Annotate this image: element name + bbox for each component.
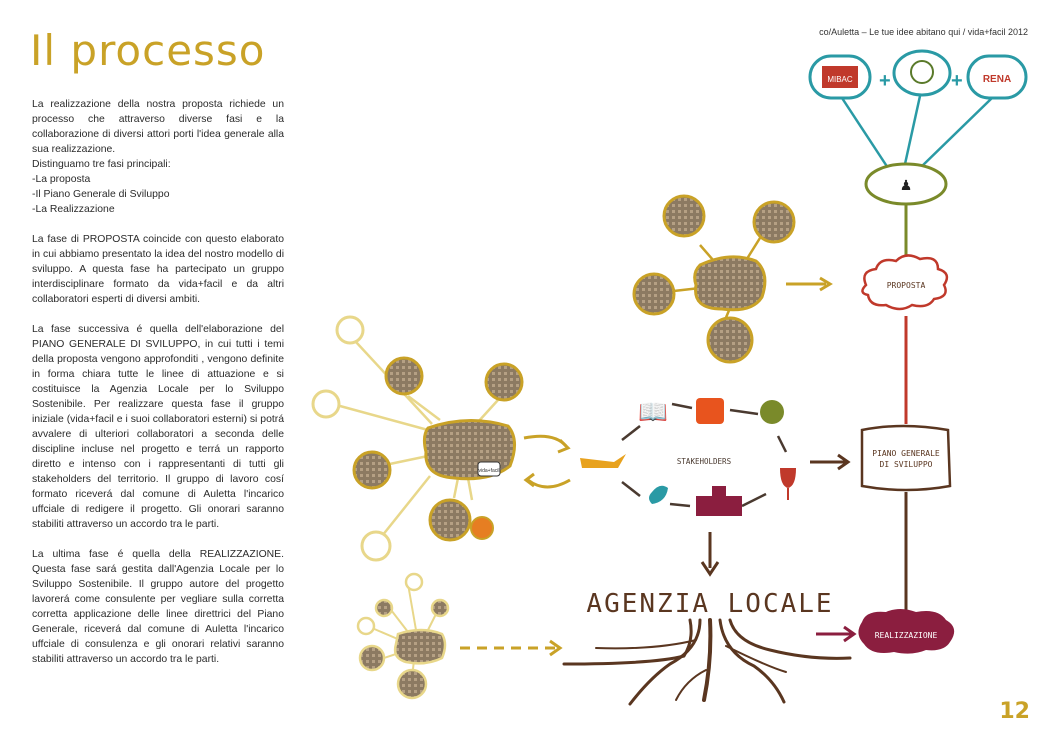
team-photo [664, 196, 704, 236]
team-photo [398, 670, 426, 698]
team-photo [634, 274, 674, 314]
team-group-photo [395, 630, 445, 663]
placeholder-circle [337, 317, 363, 343]
logo-comune [894, 51, 950, 95]
piano-team-group [313, 317, 570, 560]
vida-badge-text: vida+facil [478, 468, 500, 474]
placeholder-circle [358, 618, 374, 634]
page-title: Il processo [30, 26, 266, 75]
intro-paragraph: La realizzazione della nostra proposta richiede un processo che attraverso diverse fasi e la collaborazione di diversi attori porti l'idea generale alla sua realizzazione. [32, 99, 284, 155]
roots-illustration [564, 620, 850, 704]
realizzazione-team-group [358, 574, 560, 698]
placeholder-circle [313, 391, 339, 417]
team-photo [360, 646, 384, 670]
phase-item-proposta: -La proposta [32, 174, 91, 185]
plus-sign: + [879, 70, 891, 92]
plus-sign: + [951, 70, 963, 92]
proposta-node [862, 255, 946, 309]
logo-connectors [842, 96, 992, 168]
realizzazione-label: REALIZZAZIONE [874, 631, 938, 640]
phases-intro: Distinguamo tre fasi principali: [32, 159, 171, 170]
placeholder-circle [406, 574, 422, 590]
partner-logos [810, 51, 1026, 98]
piano-label-2: DI SVILUPPO [879, 460, 933, 469]
piano-node [862, 426, 950, 490]
team-photo [486, 364, 522, 400]
realizzazione-node [858, 609, 954, 654]
phase-item-piano: -Il Piano Generale di Sviluppo [32, 189, 170, 200]
stakeholders-label: STAKEHOLDERS [676, 457, 732, 466]
book-icon: 📖 [638, 399, 668, 426]
page-number: 12 [999, 699, 1030, 724]
team-photo [432, 600, 448, 616]
team-photo [754, 202, 794, 242]
realizzazione-paragraph: La ultima fase é quella della REALIZZAZIONE. Questa fase sará gestita dall'Agenzia Locale per lo Sviluppo Sostenibile. Il gruppo autore del progetto lavorerá come consulente per vegliare sulla corretta corretta applicazione delle linee direttrici del Piano Generale, riceverá dal comune di Auletta l'incarico uffciale di consulenza e gli onorari relativi saranno stabiliti attraverso un accordo tra le parti. [32, 549, 284, 665]
placeholder-circle [362, 532, 390, 560]
logo-rena-text: RENA [982, 74, 1012, 85]
team-photo [708, 318, 752, 362]
running-header: co/Auletta – Le tue idee abitano qui / vida+facil 2012 [819, 27, 1028, 37]
team-photo [354, 452, 390, 488]
backpack-icon [696, 398, 724, 424]
team-photo [430, 500, 470, 540]
agenzia-label: AGENZIA LOCALE [586, 589, 834, 619]
wine-glass-icon [780, 468, 796, 488]
team-group-photo [695, 257, 765, 310]
piano-paragraph: La fase successiva é quella dell'elaborazione del PIANO GENERALE DI SVILUPPO, in cui tutti i temi della proposta vengono approfonditi , vengono definite in forma chiara tutte le linee di attuazione e si costituisce la Agenzia Locale per lo Sviluppo Sostenibile. Per realizzare questa fase il gruppo iniziale (vida+facil e i suoi collaboratori esterni) si potrá avvalere di ulteriori collaboratori a seconda delle discipline incluse nel progetto e terrá un rapporto diretto e intenso con i rappresentanti di tutti gli stakeholders del territorio. Il gruppo di lavoro cosí formato riceverá dal comune di Auletta l'incarico uffciale di redigere il progetto. Gli onorari saranno stabiliti attraverso un accordo tra le parti. [32, 324, 284, 530]
logo-mibac-text: MIBAC [827, 75, 853, 84]
hub-icon: ♟ [899, 177, 913, 193]
curved-arrow-left [528, 480, 570, 487]
team-photo [386, 358, 422, 394]
canoe-icon [580, 454, 626, 468]
building-icon [696, 496, 742, 516]
piano-label-1: PIANO GENERALE [872, 449, 940, 458]
proposta-paragraph: La fase di PROPOSTA coincide con questo elaborato in cui abbiamo presentato la idea del nostro modello di sviluppo. A questa fase ha partecipato un gruppo interdisciplinare formato da vida+facil e da altri collaboratori esperti di diversi ambiti. [32, 234, 284, 305]
team-badge [471, 517, 493, 539]
artichoke-icon [760, 400, 784, 424]
stakeholders-cluster [580, 398, 848, 574]
leaf-icon [649, 486, 668, 504]
team-photo [376, 600, 392, 616]
phase-item-realizzazione: -La Realizzazione [32, 204, 115, 215]
proposta-label: PROPOSTA [886, 281, 926, 290]
team-group-photo [424, 420, 514, 478]
proposta-team-group [634, 196, 830, 362]
